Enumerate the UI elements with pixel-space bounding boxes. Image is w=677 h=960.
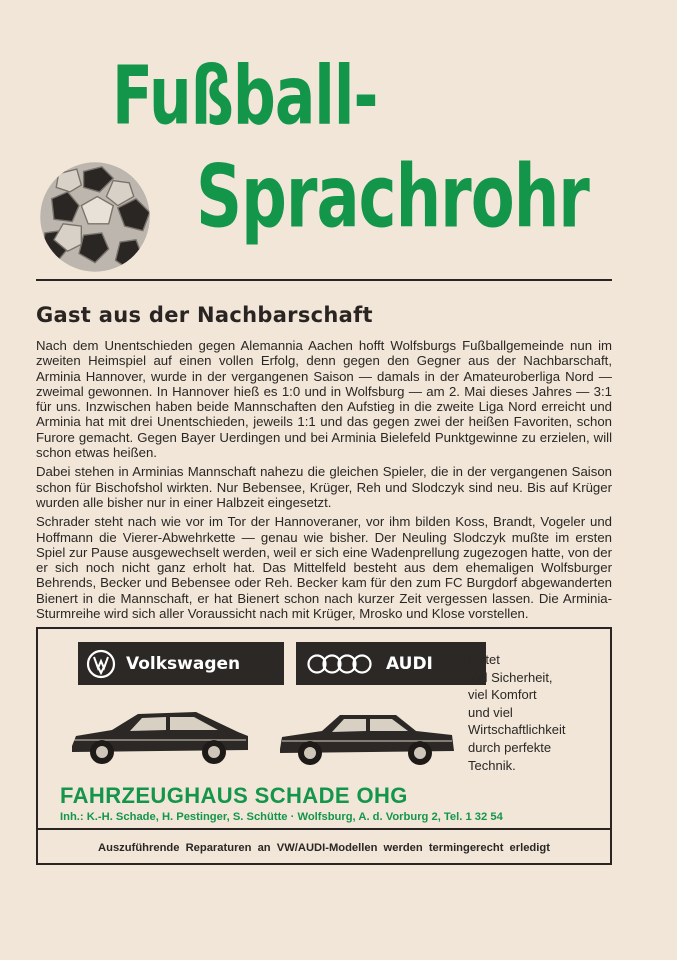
dealer-owners-address: Inh.: K.-H. Schade, H. Pestinger, S. Schütte · Wolfsburg, A. d. Vorburg 2, Tel. 1 32 54: [60, 811, 503, 823]
article-paragraph: Nach dem Unentschieden gegen Alemannia Aachen hofft Wolfsburgs Fußballgemeinde nun im zweiten Heimspiel auf einen vollen Erfolg, denn gegen den Gegner aus der Nachbarschaft, Arminia Hannover, wurde in der vergangenen Saison — damals in der Amateuroberliga Nord — zweimal gewonnen. In Hannover hieß es 1:0 und in Wolfsburg — am 2. Mai dieses Jahres — 3:1 für uns. Inzwischen haben beide Mannschaften den Aufstieg in die zweite Liga Nord erreicht und Arminia hat mit drei Unentschieden, jeweils 1:1 und das gegen zwei der heißen Favoriten, schon Furore gemacht. Gegen Bayer Uerdingen und bei Arminia Bielefeld Punktgewinne zu erzielen, will schon etwas heißen.: [36, 338, 612, 461]
audi-rings-icon: [306, 653, 374, 675]
vw-car-illustration: [68, 706, 252, 768]
volkswagen-brand-box: [78, 642, 284, 685]
dealer-advertisement: [36, 627, 612, 865]
audi-brand-box: [296, 642, 486, 685]
service-note: Auszuführende Reparaturen an VW/AUDI-Modellen werden termingerecht erledigt: [98, 842, 550, 854]
dealer-name: FAHRZEUGHAUS SCHADE OHG: [60, 783, 408, 808]
slogan-line: Wirtschaftlichkeit: [468, 722, 566, 738]
ad-slogan: [468, 651, 566, 774]
slogan-line: und viel: [468, 704, 513, 720]
article-paragraph: Schrader steht nach wie vor im Tor der Hannoveraner, vor ihm bilden Koss, Brandt, Vogeler und Hoffmann die Vierer-Abwehrkette — genau wie bisher. Der Neuling Slodczyk mußte im ersten Spiel zur Pause ausgewechselt werden, weil er sich eine Wadenprellung zugezogen hatte, von der er sich noch nicht ganz erholt hat. Das Mittelfeld besteht aus dem ehemaligen Wolfsburger Behrends, Becker und Bebensee oder Reh. Becker kam für den zum FC Burgdorf abgewanderten Bienert in die Mannschaft, er hat Bienert schon nach kurzer Zeit vergessen lassen. Die Arminia-Sturmreihe wird sich aller Voraussicht nach mit Krüger, Mrosko und Klose vorstellen.: [36, 514, 612, 622]
football-icon: [38, 160, 152, 274]
article-headline: Gast aus der Nachbarschaft: [36, 303, 373, 327]
masthead-divider: [36, 279, 612, 281]
vw-logo-icon: [86, 649, 116, 679]
slogan-line: bietet: [468, 652, 500, 667]
ad-divider: [38, 828, 610, 830]
volkswagen-label: Volkswagen: [126, 653, 241, 674]
slogan-line: viel Komfort: [468, 687, 537, 703]
audi-label: AUDI: [386, 653, 433, 674]
masthead-title-line2: Sprachrohr: [196, 148, 589, 249]
audi-car-illustration: [276, 707, 456, 769]
article-paragraph: Dabei stehen in Arminias Mannschaft nahezu die gleichen Spieler, die in der vergangenen Saison schon für Bischofshol wirkten. Nur Bebensee, Krüger, Reh und Slodczyk sind neu. Bis auf Krüger wurden alle bisher nur in einer Halbzeit eingesetzt.: [36, 464, 612, 510]
slogan-line: viel Sicherheit,: [468, 669, 553, 685]
article-body: [36, 338, 612, 625]
slogan-line: durch perfekte: [468, 739, 552, 755]
masthead-title-line1: Fußball-: [112, 49, 378, 144]
slogan-line: Technik.: [468, 757, 516, 773]
